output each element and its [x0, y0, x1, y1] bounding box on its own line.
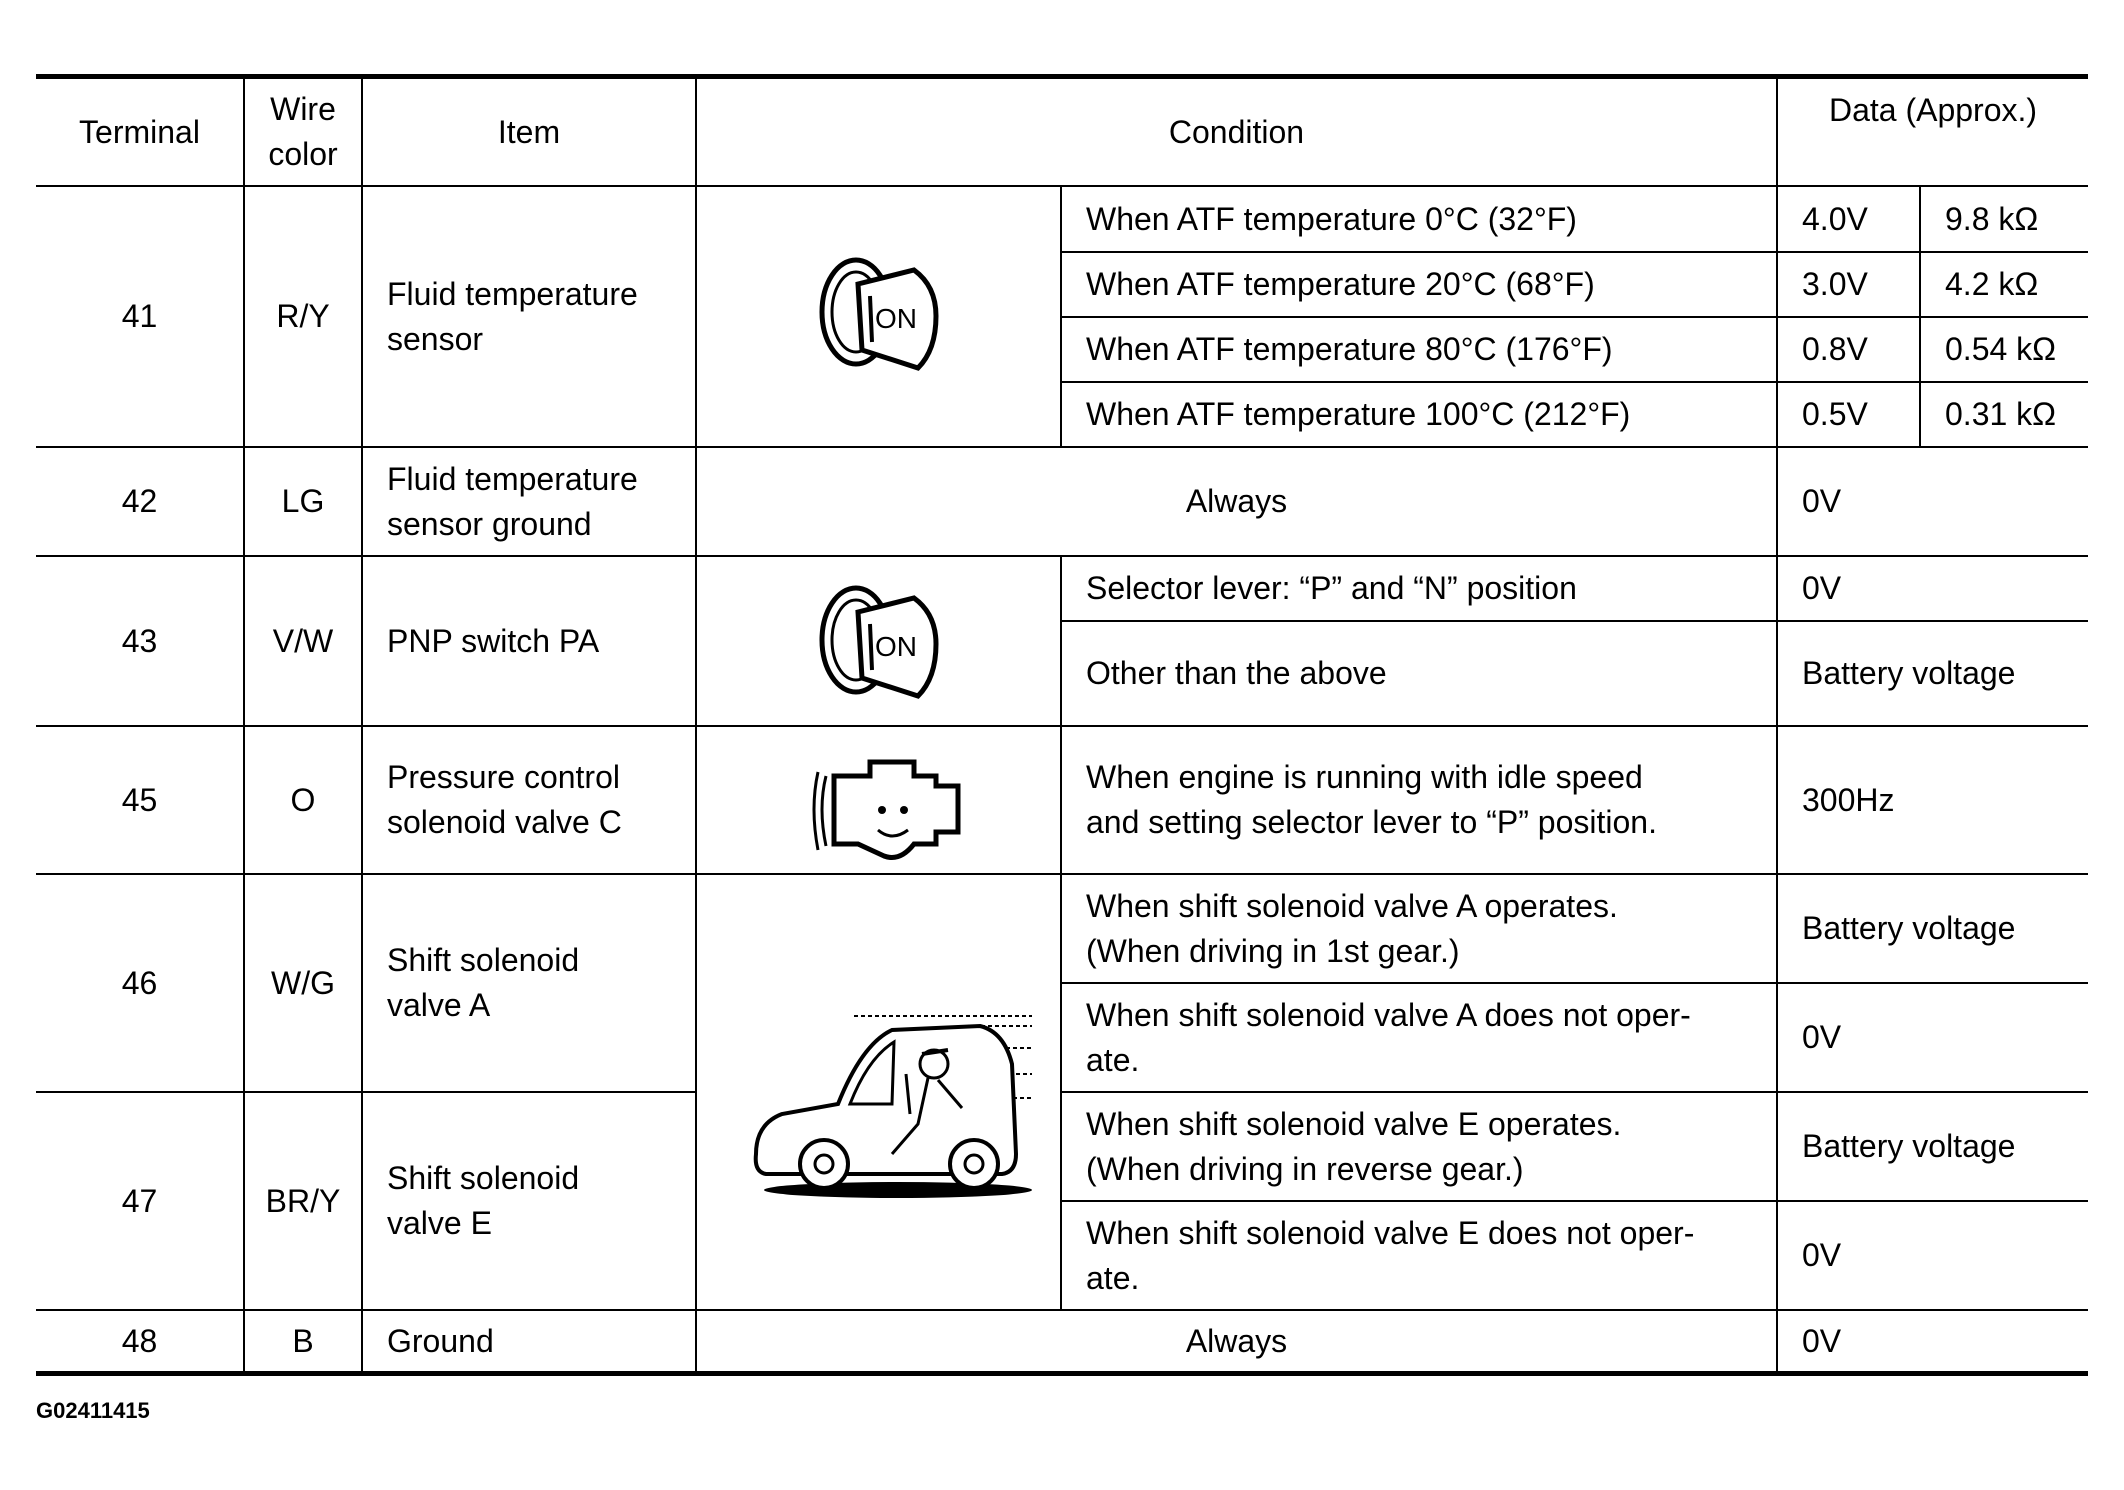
figure-code: G02411415 [36, 1398, 150, 1423]
condition-42: Always [1185, 483, 1288, 519]
terminal-data-table [36, 74, 2088, 1376]
header-terminal: Terminal [79, 113, 200, 150]
data-46-2: 0V [1802, 1019, 1842, 1055]
wire-43: V/W [272, 622, 334, 659]
header-data: Data (Approx.) [1828, 91, 2038, 128]
wire-41: R/Y [276, 298, 330, 334]
condition-41-3: When ATF temperature 80°C (176°F) [1086, 331, 1613, 367]
terminal-46: 46 [121, 964, 158, 1001]
svg-text:ON: ON [875, 631, 917, 662]
terminal-43: 43 [121, 622, 158, 659]
header-condition: Condition [1168, 113, 1305, 150]
terminal-48: 48 [121, 1322, 158, 1359]
condition-43-1: Selector lever: “P” and “N” position [1086, 570, 1577, 606]
item-41: Fluid temperature sensor [387, 275, 638, 357]
column-rule [695, 74, 697, 1373]
voltage-41-2: 3.0V [1802, 266, 1868, 302]
condition-43-2: Other than the above [1086, 655, 1387, 691]
wire-47: BR/Y [265, 1182, 341, 1219]
header-wire-color: Wire color [268, 91, 338, 172]
terminal-42: 42 [121, 483, 158, 519]
resistance-41-1: 9.8 kΩ [1945, 200, 2039, 237]
data-47-2: 0V [1802, 1237, 1842, 1273]
item-45: Pressure control solenoid valve C [387, 759, 622, 840]
terminal-45: 45 [121, 781, 158, 818]
condition-47-1: When shift solenoid valve E operates. (When driving in reverse gear.) [1086, 1105, 1622, 1187]
condition-46-2: When shift solenoid valve A does not oper- ate. [1086, 996, 1691, 1078]
wire-45: O [290, 781, 316, 818]
data-42: 0V [1802, 483, 1842, 519]
item-48: Ground [387, 1322, 494, 1359]
condition-41-1: When ATF temperature 0°C (32°F) [1086, 200, 1577, 237]
svg-text:ON: ON [875, 303, 917, 334]
data-46-1: Battery voltage [1802, 910, 2016, 946]
engine-running-icon [808, 752, 978, 864]
condition-46-1: When shift solenoid valve A operates. (When driving in 1st gear.) [1086, 887, 1618, 969]
wire-48: B [292, 1322, 314, 1359]
car-driving-icon [742, 1004, 1038, 1204]
voltage-41-4: 0.5V [1802, 396, 1868, 432]
terminal-41: 41 [121, 298, 158, 334]
table-bottom-rule [36, 1371, 2088, 1376]
condition-41-4: When ATF temperature 100°C (212°F) [1086, 396, 1631, 432]
data-48: 0V [1802, 1322, 1842, 1359]
wire-42: LG [281, 483, 325, 519]
data-45: 300Hz [1802, 781, 1895, 818]
voltage-41-3: 0.8V [1802, 331, 1868, 367]
data-47-1: Battery voltage [1802, 1128, 2016, 1164]
item-42: Fluid temperature sensor ground [387, 460, 638, 542]
condition-41-2: When ATF temperature 20°C (68°F) [1086, 266, 1595, 302]
item-46: Shift solenoid valve A [387, 942, 580, 1023]
resistance-41-3: 0.54 kΩ [1945, 331, 2057, 367]
item-47: Shift solenoid valve E [387, 1160, 580, 1241]
ignition-on-icon [814, 574, 944, 706]
condition-48: Always [1185, 1322, 1288, 1359]
condition-45: When engine is running with idle speed and setting selector lever to “P” position. [1086, 759, 1657, 840]
resistance-41-4: 0.31 kΩ [1945, 396, 2057, 432]
item-43: PNP switch PA [387, 622, 600, 659]
condition-47-2: When shift solenoid valve E does not oper- ate. [1086, 1214, 1695, 1296]
data-43-1: 0V [1802, 570, 1842, 606]
resistance-41-2: 4.2 kΩ [1945, 266, 2039, 302]
wire-46: W/G [271, 964, 335, 1001]
data-43-2: Battery voltage [1802, 655, 2016, 691]
header-item: Item [497, 113, 561, 150]
ignition-on-icon [814, 246, 944, 378]
terminal-47: 47 [121, 1182, 158, 1219]
voltage-41-1: 4.0V [1802, 200, 1868, 237]
